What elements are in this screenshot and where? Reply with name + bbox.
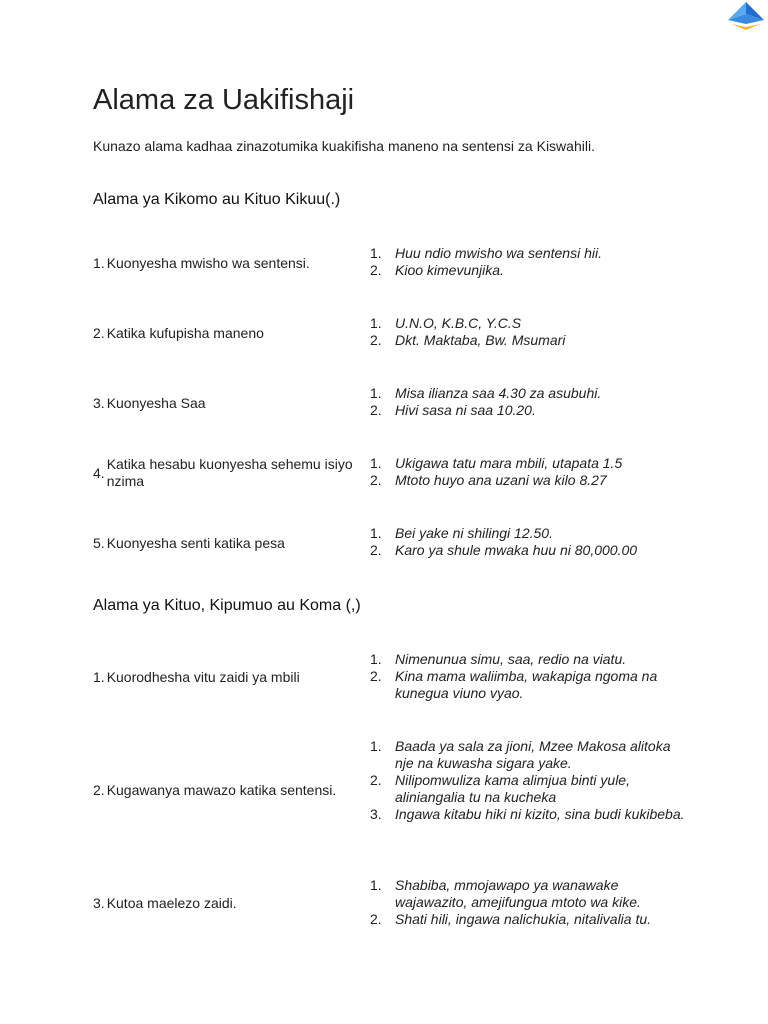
example-item: 2. Hivi sasa ni saa 10.20. [370,402,536,418]
rule-row [93,525,693,561]
site-logo-icon[interactable] [724,0,768,36]
rule-text: Katika hesabu kuonyesha sehemu isiyo nzima [106,456,353,489]
example-list [370,738,685,823]
rule-number: 2. [93,324,105,341]
example-list [370,651,685,702]
rule-text: Kuonyesha mwisho wa sentensi. [106,254,310,271]
rule-text: Kuorodhesha vitu zaidi ya mbili [106,669,300,685]
example-list [370,525,685,559]
example-item: 2. Kioo kimevunjika. [370,262,504,278]
rule-number: 1. [93,254,105,271]
example-item: 1. Nimenunua simu, saa, redio na viatu. [370,651,627,667]
example-list [370,315,685,349]
example-item: 2. Nilipomwuliza kama alimjua binti yule, aliniangalia tu na kucheka [370,772,630,805]
example-list [370,877,685,928]
rule-row [93,245,693,281]
rule-number: 5. [93,534,105,551]
rule-text: Kuonyesha senti katika pesa [106,534,285,551]
example-item: 1. Bei yake ni shilingi 12.50. [370,525,553,541]
example-list [370,385,685,419]
example-item: 2. Karo ya shule mwaka huu ni 80,000.00 [370,542,638,558]
section-heading-kikomo: Alama ya Kikomo au Kituo Kikuu(.) [93,191,341,208]
example-item: 2. Dkt. Maktaba, Bw. Msumari [370,332,566,348]
rule-number: 3. [93,394,105,411]
rule-row [93,385,693,421]
rule-number: 1. [93,669,105,685]
example-item: 1. Huu ndio mwisho wa sentensi hii. [370,245,602,261]
rule-row [93,738,693,842]
page-title: Alama za Uakifishaji [93,84,355,116]
example-list [370,455,685,489]
example-list [370,245,685,279]
section-heading-koma: Alama ya Kituo, Kipumuo au Koma (,) [93,597,361,614]
rule-text: Kuonyesha Saa [106,394,206,411]
rule-number: 3. [93,895,105,911]
rule-text: Kugawanya mawazo katika sentensi. [106,781,337,798]
rule-text: Katika kufupisha maneno [106,324,264,341]
example-item: 1. U.N.O, K.B.C, Y.C.S [370,315,522,331]
example-item: 1. Shabiba, mmojawapo ya wanawake wajawazito, amejifungua mtoto wa kike. [370,877,641,910]
example-item: 2. Mtoto huyo ana uzani wa kilo 8.27 [370,472,607,488]
rule-row [93,455,693,491]
rule-row [93,651,693,704]
example-item: 3. Ingawa kitabu hiki ni kizito, sina budi kukibeba. [370,806,685,822]
example-item: 2. Shati hili, ingawa nalichukia, nitalivalia tu. [370,911,652,927]
example-item: 1. Baada ya sala za jioni, Mzee Makosa alitoka nje na kuwasha sigara yake. [370,738,671,771]
rule-row [93,315,693,351]
rule-number: 2. [93,781,105,798]
example-item: 2. Kina mama waliimba, wakapiga ngoma na kunegua viuno vyao. [370,668,658,701]
rule-number: 4. [93,464,105,481]
example-item: 1. Ukigawa tatu mara mbili, utapata 1.5 [370,455,623,471]
rule-text: Kutoa maelezo zaidi. [106,895,237,911]
example-item: 1. Misa ilianza saa 4.30 za asubuhi. [370,385,602,401]
intro-paragraph: Kunazo alama kadhaa zinazotumika kuakifisha maneno na sentensi za Kiswahili. [93,138,595,154]
rule-row [93,877,693,930]
